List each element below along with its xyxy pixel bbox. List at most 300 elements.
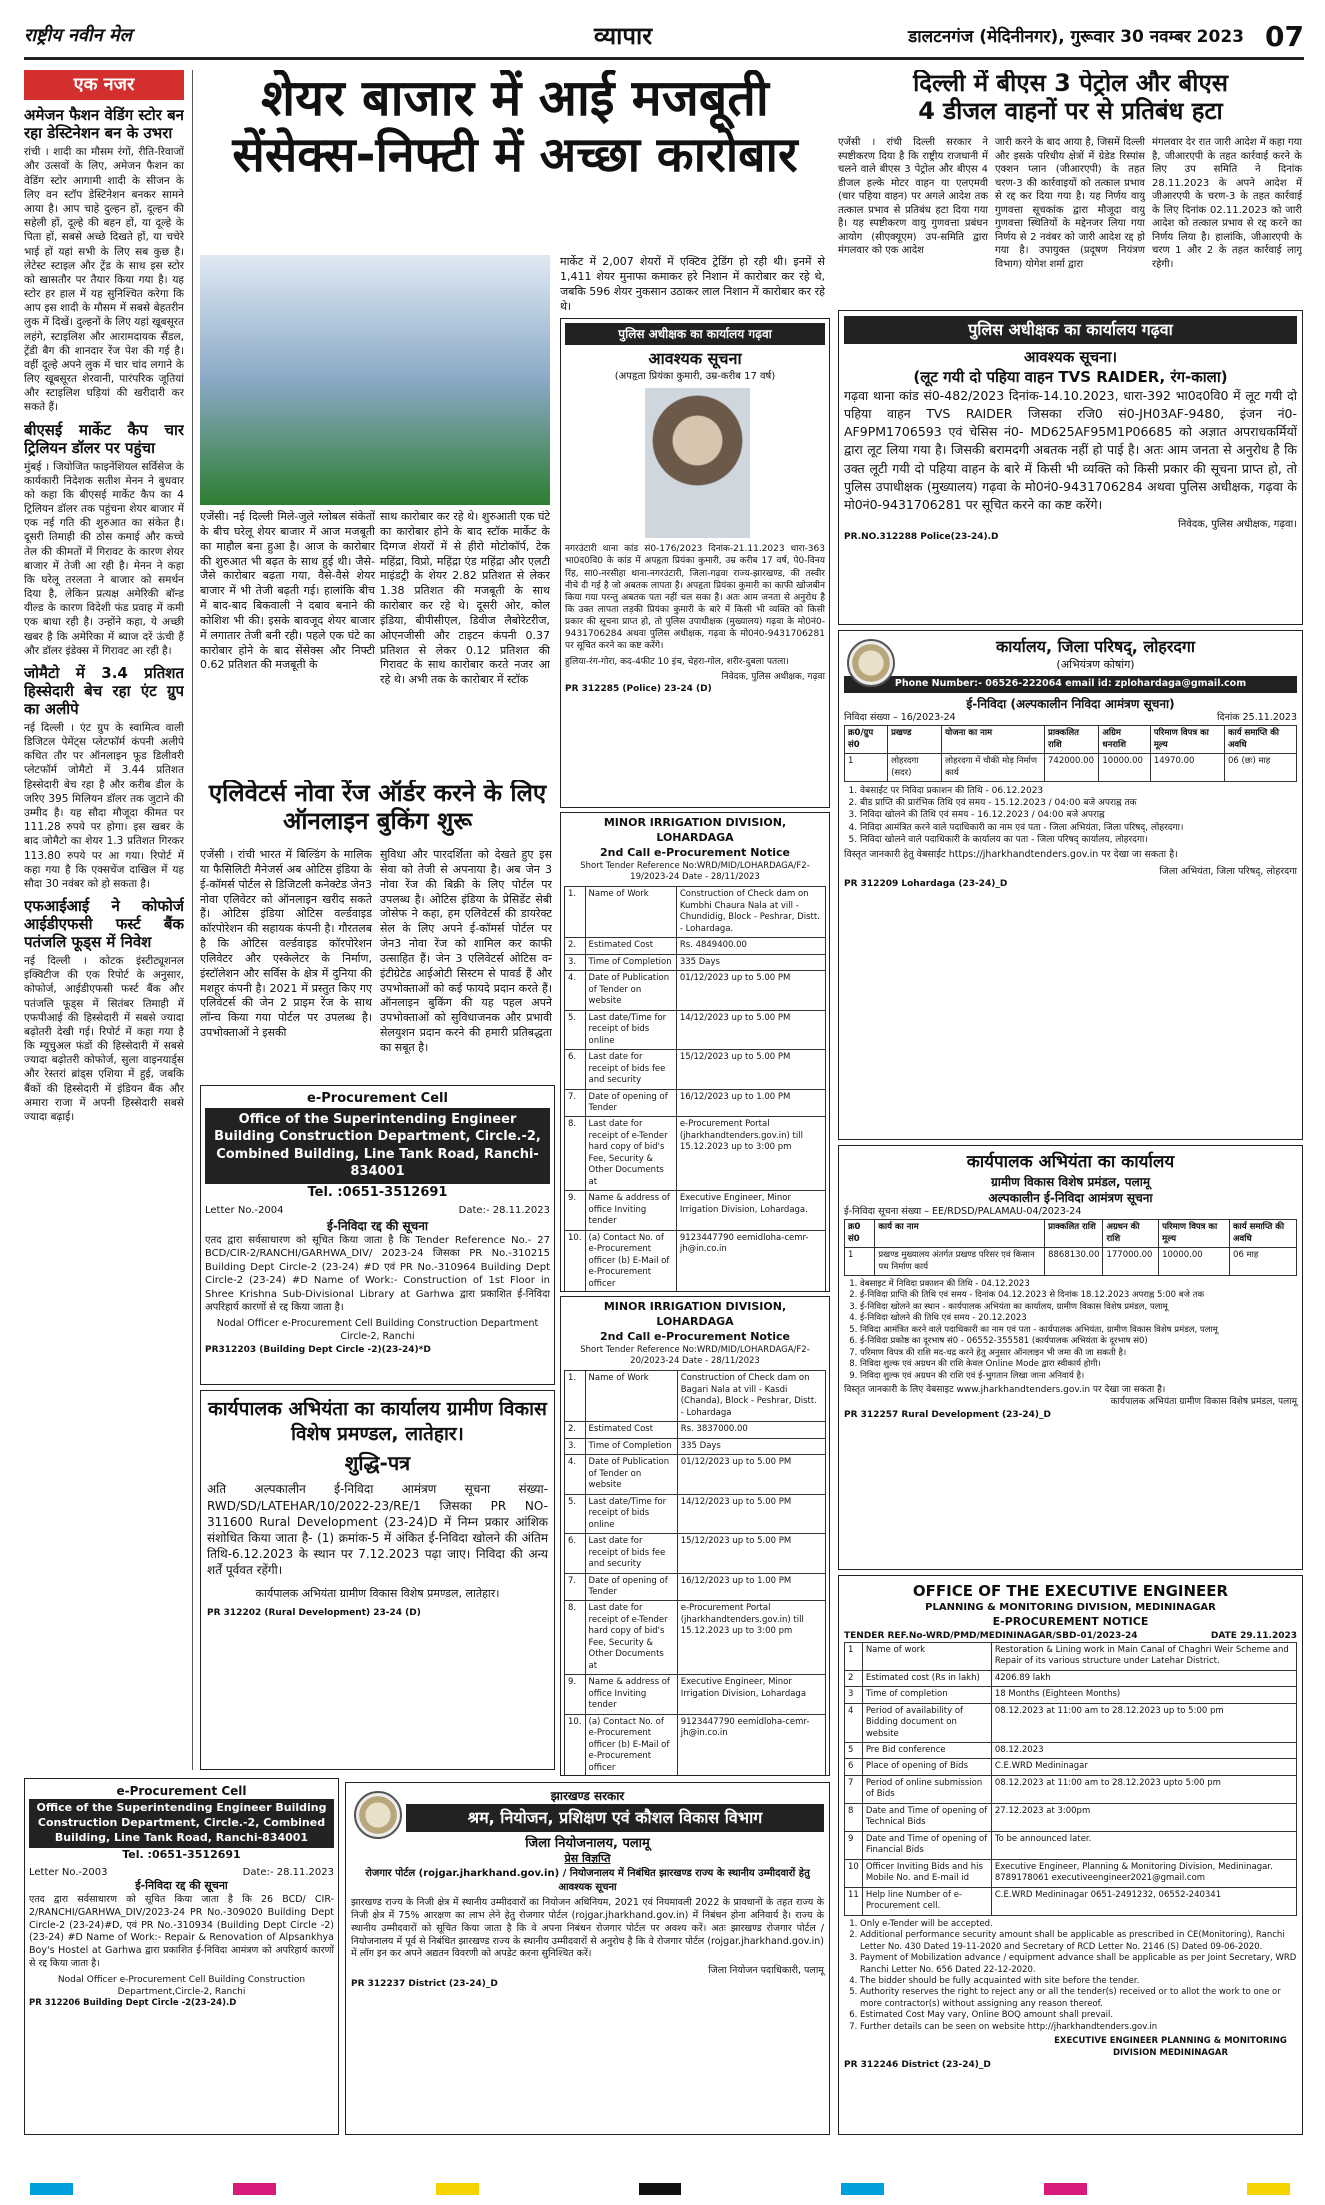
notice-heading: E-PROCUREMENT NOTICE	[992, 1614, 1149, 1628]
table-cell: 3.	[565, 954, 586, 970]
list-item: 4. निविदा आमंत्रित करने वाले पदाधिकारी का नाम एवं पता - जिला अभियंता, जिला परिषद्, लोहरदगा।	[860, 822, 1297, 834]
lead-col-1: एजेंसी। नई दिल्ली मिले-जुले ग्लोबल संकेतों के बीच घरेलू शेयर बाजार में आज मजबूती का माहौल बना हुआ है। आज के कारोबार की शुरुआत भी बढ़त के साथ हुई थी। जैसे-जैसे कारोबार बढ़ता गया, वैसे-वैसे शेयर बाजार में भी तेजी बढ़ती गई। हालांकि बीच में बाद-बाद बिकवाली ने दबाव बनाने की कोशिश भी की। इसके बावजूद शेयर बाजार में लगातार तेजी बनी रही। पहले एक घंटे का कारोबार होने के बाद सेंसेक्स और निफ्टी 0.62 प्रतिशत की मजबूती के	[200, 510, 375, 672]
table-cell: 06 माह	[1230, 1248, 1297, 1276]
table-cell: Restoration & Lining work in Main Canal of Chaghri Weir Scheme and Repair of its various structure under Latehar District.	[991, 1642, 1296, 1670]
notice-sign: कार्यपालक अभियंता ग्रामीण विकास विशेष प्रमंडल, पलामू	[1110, 1397, 1297, 1408]
table-cell: 11	[845, 1887, 863, 1915]
table-cell: Date of Publication of Tender on website	[585, 971, 676, 1010]
notice-ref: ई-निविदा सूचना संख्या – EE/RDSD/PALAMAU-04/2023-24	[844, 1206, 1082, 1218]
table-cell: Construction of Check dam on Bagari Nala at vill - Kasdi (Chanda), Block - Peshrar, Distt. - Lohardaga	[677, 1371, 825, 1422]
list-item: 6. Estimated Cost May vary, Online BOQ amount shall prevail.	[860, 2010, 1297, 2021]
notice-lead: रोजगार पोर्टल (rojgar.jharkhand.gov.in) / नियोजनालय में निबंधित झारखण्ड राज्य के स्थानीय उम्मीदवारों हेतु आवश्यक सूचना	[365, 1868, 810, 1893]
table-cell: 08.12.2023	[991, 1743, 1296, 1759]
letter-date: Date:- 28.11.2023	[458, 1205, 550, 1217]
elevator-col-2: सुविधा और पारदर्शिता को देखते हुए इस सेवा को तेजी से अपनाया है। अब जेन 3 नोवा रेंज की बिक्री के लिए पोर्टल पर उपलब्ध है। ओटिस इंडिया के प्रेसिडेंट सेबी जोसेफ ने कहा, हम एलिवेटर्स की डायरेक्ट सेल के लिए अपने ई-कॉमर्स पोर्टल पर जेन3 नोवा रेंज को शामिल कर काफी उत्साहित हैं। जेन 3 एलिवेटर्स ओटिस वन्‍ इंटीग्रेटेड आईओटी सिस्टम से पावर्ड हैं और उपभोक्ताओं को कई फायदे प्रदान करते हैं। ऑनलाइन बुकिंग की यह पहल अपने उपभोक्ताओं को सुविधाजनक और प्रभावी सेलयुशन प्रदान करने की हमारी प्रतिबद्धता का सबूत है।	[380, 848, 552, 1054]
table-cell: Time of Completion	[585, 954, 676, 970]
table-cell: 14/12/2023 up to 5.00 PM	[677, 1494, 825, 1533]
column-header: कार्य समाप्ति की अवधि	[1224, 726, 1296, 754]
table-cell: Rs. 4849400.00	[676, 938, 825, 954]
table-cell: Date of opening of Tender	[585, 1573, 677, 1601]
table-cell: 6.	[565, 1534, 586, 1573]
sidebar-story-body: नई दिल्ली । एंट ग्रुप के स्वामित्व वाली डिजिटल पेमेंट्स प्लेटफॉर्म कंपनी अलीपे कथित तौर पर ऑनलाइन फूड डिलीवरी प्लेटफॉर्म जोमैटो में 3.44 प्रतिशत हिस्सेदारी बेच रहा है और करीब डील के जरिए 395 मिलियन डॉलर तक जुटाने की उम्मीद है। यह सौदा मौजूदा कीमत पर 111.28 रुपये पर होगा। इस खबर के बाद जोमैटो का शेयर 1.3 प्रतिशत गिरकर 113.80 रुपये पर आ गया। रिपोर्ट में कहा गया है कि एक्सचेंज दाखिल में यह सौदा 30 नवंबर को हो सकता है।	[24, 721, 184, 890]
table-cell: 7.	[565, 1089, 586, 1117]
notice-sign: निवेदक, पुलिस अधीक्षक, गढ़वा।	[1178, 518, 1297, 530]
pr-number: PR 312285 (Police) 23-24 (D)	[565, 683, 712, 694]
table-cell: 742000.00	[1045, 754, 1099, 782]
notice-office: जिला नियोजनालय, पलामू	[525, 1835, 650, 1851]
table-cell: Time of completion	[862, 1687, 991, 1703]
table-row	[565, 887, 826, 938]
eproc-cell-notice-1	[200, 1085, 555, 1385]
notice-heading: प्रेस विज्ञप्ति	[564, 1852, 611, 1866]
list-item: 3. निविदा खोलने की तिथि एवं समय - 16.12.2023 / 04:00 बजे अपराह्न	[860, 809, 1297, 821]
table-cell: Name & address of office Inviting tender	[585, 1675, 677, 1714]
notice-ref: निविदा संख्या – 16/2023-24	[844, 712, 956, 724]
notice-state: झारखण्ड सरकार	[550, 1789, 625, 1803]
table-cell: 9123447790 eemidloha-cemr-jh@in.co.in	[676, 1230, 825, 1292]
palamau-rwd-notice	[838, 1145, 1303, 1570]
notice-title: MINOR IRRIGATION DIVISION, LOHARDAGA	[603, 816, 787, 844]
color-swatch	[30, 2183, 73, 2195]
lead-subheadline: सेंसेक्स-निफ्टी में अच्छा कारोबार	[232, 126, 798, 183]
tender-table	[844, 725, 1297, 782]
table-row	[565, 1455, 826, 1494]
notice-subtitle: PLANNING & MONITORING DIVISION, MEDININAGAR	[925, 1602, 1216, 1614]
table-cell: 10000.00	[1099, 754, 1150, 782]
notice-subtitle: (लूट गयी दो पहिया वाहन TVS RAIDER, रंग-काला)	[913, 367, 1228, 386]
table-cell: 9	[845, 1831, 863, 1859]
table-row	[845, 726, 1297, 754]
table-row	[565, 971, 826, 1010]
lohardaga-zp-notice	[838, 630, 1303, 1140]
table-cell: 14/12/2023 up to 5.00 PM	[676, 1010, 825, 1049]
sidebar-ek-nazar	[24, 70, 184, 1770]
list-item: 2. Additional performance security amount shall be applicable as prescribed in CE(Monitoring), Ranchi Letter No. 430 Dated 19-11-2020 and Secretary of RCD Letter No. 2146 (S) Dated 09-06-2020.	[860, 1930, 1297, 1953]
lead-col-2: साथ कारोबार कर रहे थे। शुरुआती एक घंटे का कारोबार होने के बाद स्टॉक मार्केट के दिग्गज शेयरों में से हीरो मोटोकॉर्प, टेक महिंद्रा, विप्रो, महिंद्रा एंड महिंद्रा और एलटी माइंडट्री के शेयर 2.82 प्रतिशत से लेकर 1.38 प्रतिशत की मजबूती के साथ कारोबार कर रहे थे। दूसरी ओर, कोल इंडिया, बीपीसीएल, डिवीज लैबोरेटरीज, ओएनजीसी और टाइटन कंपनी 0.37 प्रतिशत से लेकर 0.12 प्रतिशत की गिरावट के साथ कारोबार करते नजर आ रहे थे। अभी तक के कारोबार में स्टॉक	[380, 510, 550, 687]
table-row	[565, 1675, 826, 1714]
pr-number: PR 312202 (Rural Development) 23-24 (D)	[207, 1608, 421, 1619]
table-cell: Estimated Cost	[585, 938, 676, 954]
latehar-corrigendum	[200, 1390, 555, 1770]
table-cell: 1.	[565, 887, 586, 938]
table-cell: Name & address of office Inviting tender	[585, 1191, 676, 1230]
notice-title: आवश्यक सूचना	[648, 349, 742, 369]
table-cell: लोहरदगा में चौकी मोड़ निर्माण कार्य	[942, 754, 1045, 782]
table-row	[845, 754, 1297, 782]
notice-website: विस्तृत जानकारी के लिए वेबसाइट www.jharkhandtenders.gov.in पर देखा जा सकता है।	[844, 1385, 1166, 1396]
table-cell: 335 Days	[676, 954, 825, 970]
table-cell: Name of work	[862, 1642, 991, 1670]
table-row	[845, 1803, 1297, 1831]
elevator-story	[200, 780, 555, 1080]
notice-ref: TENDER REF.No-WRD/PMD/MEDININAGAR/SBD-01/2023-24	[844, 1630, 1138, 1641]
elevator-col-1: एजेंसी । रांची भारत में बिल्डिंग के मालिक या फैसिलिटी मैनेजर्स अब ओटिस इंडिया के ई-कॉमर्स पोर्टल से डिजिटली कनेक्टेड जेन3 नोवा एलिवेटर को ऑनलाइन खरीद सकते हैं। ओटिस इंडिया ओटिस वर्ल्डवाइड कॉरपोरेशन की सहायक कंपनी है। गौरतलब है कि ओटिस वर्ल्डवाइड कॉरपोरेशन एलिवेटर और एस्केलेटर के निर्माण, इंस्टॉलेशन और सर्विस के क्षेत्र में दुनिया की मशहूर कंपनी है। 2021 में प्रस्तुत किए गए एलिवेटर्स की जेन 2 प्राइम रेंज के साथ लॉन्च किया गया पोर्टल पर उपलब्ध है। उपभोक्ताओं ने इसकी	[200, 848, 372, 1040]
notice-heading: ई-निविदा (अल्पकालीन निविदा आमंत्रण सूचना)	[966, 697, 1175, 712]
delhi-col-1: एजेंसी । रांची दिल्ली सरकार ने स्पष्टीकरण दिया है कि राष्ट्रीय राजधानी में चलने वाले बीएस 3 पेट्रोल और बीएस 4 डीजल हल्के मोटर वाहन या एलएमवी (चार पहिया वाहन) पर अगले आदेश तक तत्काल प्रभाव से प्रतिबंध हटा दिया गया है। यह स्पष्टीकरण वायु गुणवत्ता प्रबंधन आयोग (सीएक्यूएम) उप-समिति द्वारा मंगलवार को एक आदेश	[838, 137, 988, 256]
list-item: 4. ई-निविदा खोलने की तिथि एवं समय - 20.12.2023	[860, 1313, 1297, 1324]
table-row	[845, 1642, 1297, 1670]
table-cell: 3.	[565, 1438, 586, 1454]
column-header: अग्रिम धनराशि	[1099, 726, 1150, 754]
notice-title: कार्यपालक अभियंता का कार्यालय ग्रामीण विकास विशेष प्रमण्डल, लातेहार।	[208, 1398, 547, 1445]
color-swatch	[436, 2183, 479, 2195]
table-cell: 10.	[565, 1714, 586, 1776]
table-row	[565, 1494, 826, 1533]
table-cell: 1	[845, 754, 888, 782]
notice-sign: Nodal Officer e-Procurement Cell Building Construction Department Circle-2, Ranchi	[216, 1317, 539, 1342]
table-cell: 1.	[565, 1371, 586, 1422]
table-cell: 9.	[565, 1191, 586, 1230]
delhi-col-2: जारी करने के बाद आया है, जिसमें दिल्ली और इसके परिधीय क्षेत्रों में ग्रेडेड रिस्पांस एक्शन प्लान (जीआरएपी) के तहत चरण-3 की कार्रवाइयों को तत्काल प्रभाव से रद्द कर दिया गया है। यह निर्णय वायु गुणवत्ता सूचकांक द्वारा मौजूदा वायु गुणवत्ता स्थितियों के मद्देनजर लिया गया निर्णय से 2 नवंबर को जारी आदेश रद्द हो गया है। उपायुक्त (प्रदूषण नियंत्रण विभाग) योगेश शर्मा द्वारा	[995, 137, 1145, 270]
table-row	[565, 1422, 826, 1438]
sidebar-story-title: एफआईआई ने कोफोर्ज आईडीएफसी फर्स्ट बैंक पतंजलि फूड्स में निवेश	[24, 897, 184, 952]
table-cell: प्रखण्ड मुख्यालय अंतर्गत प्रखण्ड परिसर एवं किसान पथ निर्माण कार्य	[875, 1248, 1045, 1276]
list-item: 5. निविदा खोलने वाले पदाधिकारी के कार्यालय का पता - जिला परिषद् कार्यालय, लोहरदगा।	[860, 834, 1297, 846]
tender-table	[844, 1642, 1297, 1916]
notice-org: Office of the Superintending Engineer Building Construction Department, Circle.-2, Combined Building, Line Tank Road, Ranchi-834001	[29, 1799, 334, 1848]
table-cell: Last date for receipt of bids fee and security	[585, 1534, 677, 1573]
sidebar-story-title: जोमैटो में 3.4 प्रतिशत हिस्सेदारी बेच रहा एंट ग्रुप का अलीपे	[24, 663, 184, 718]
notice-subtitle: 2nd Call e-Procurement Notice	[600, 845, 790, 859]
table-cell: 5.	[565, 1010, 586, 1049]
table-row	[565, 1010, 826, 1049]
registration-color-bar	[30, 2183, 1290, 2195]
pr-number: PR312203 (Building Dept Circle -2)(23-24)*D	[205, 1344, 431, 1355]
notice-heading: शुद्धि-पत्र	[344, 1451, 411, 1476]
list-item: 9. निविदा शुल्क एवं अग्रधन की राशि एवं ई-भुगतान लिखा जाना अनिवार्य है।	[860, 1371, 1297, 1382]
table-cell: Estimated Cost	[585, 1422, 677, 1438]
table-cell: 18 Months (Eighteen Months)	[991, 1687, 1296, 1703]
table-row	[565, 938, 826, 954]
column-header: प्रखण्ड	[888, 726, 942, 754]
labour-dept-press-release	[345, 1782, 830, 2135]
table-cell: Construction of Check dam on Kumbhi Chaura Nala at vill - Chundidig, Block - Peshrar, Distt. - Lohardaga.	[676, 887, 825, 938]
table-cell: 01/12/2023 up to 5.00 PM	[676, 971, 825, 1010]
notice-sign: जिला अभियंता, जिला परिषद्, लोहरदगा	[1159, 865, 1297, 877]
table-cell: Officer Inviting Bids and his Mobile No. and E-mail id	[862, 1859, 991, 1887]
sidebar-story-title: बीएसई मार्केट कैप चार ट्रिलियन डॉलर पर पहुंचा	[24, 420, 184, 457]
notice-title: OFFICE OF THE EXECUTIVE ENGINEER	[912, 1582, 1229, 1600]
table-cell: Date and Time of opening of Financial Bids	[862, 1831, 991, 1859]
police-notice-vehicle	[838, 310, 1303, 625]
column-header: क्र0 सं0	[845, 1220, 875, 1248]
table-cell: C.E.WRD Medininagar 0651-2491232, 06552-240341	[991, 1887, 1296, 1915]
notice-ref: Short Tender Reference No:WRD/MID/LOHARDAGA/F2-20/2023-24 Date - 28/11/2023	[580, 1344, 810, 1366]
table-cell: 10	[845, 1859, 863, 1887]
notice-sign: EXECUTIVE ENGINEER PLANNING & MONITORING DIVISION MEDININAGAR	[1054, 2036, 1287, 2058]
table-cell: 2.	[565, 1422, 586, 1438]
table-cell: 08.12.2023 at 11:00 am to 28.12.2023 upto 5:00 pm	[991, 1775, 1296, 1803]
table-row	[845, 1670, 1297, 1686]
table-cell: Time of Completion	[585, 1438, 677, 1454]
column-header: परिमाण विपत्र का मूल्य	[1159, 1220, 1230, 1248]
column-header: प्राक्कलित राशि	[1045, 726, 1099, 754]
missing-person-photo	[645, 388, 750, 538]
color-swatch	[841, 2183, 884, 2195]
table-cell: Name of Work	[585, 887, 676, 938]
pr-number: PR 312257 Rural Development (23-24)_D	[844, 1409, 1051, 1420]
list-item: 1. वेबसाईट पर निविदा प्रकाशन की तिथि - 06.12.2023	[860, 785, 1297, 797]
pr-number: PR.NO.312288 Police(23-24).D	[844, 532, 999, 543]
table-row	[845, 1831, 1297, 1859]
table-row	[565, 1191, 826, 1230]
list-item: 6. ई-निविदा प्रकोष्ठ का दूरभाष सं0 - 06552-355581 (कार्यपालक अभियंता के दूरभाष सं0)	[860, 1336, 1297, 1347]
table-cell: 15/12/2023 up to 5.00 PM	[676, 1050, 825, 1089]
notice-subtitle: (अभियंत्रण कोषांग)	[1056, 657, 1135, 671]
table-cell: Last date/Time for receipt of bids online	[585, 1010, 676, 1049]
pr-number: PR 312209 Lohardaga (23-24)_D	[844, 879, 1008, 890]
lead-top-text: मार्केट में 2,007 शेयरों में एक्टिव ट्रेडिंग हो रही थी। इनमें से 1,411 शेयर मुनाफा कमाकर हरे निशान में कारोबार कर रहे थे, जबकि 596 शेयर नुकसान उठाकर लाल निशान में कारोबार कर रहे थे।	[560, 255, 825, 313]
notice-body: झारखण्ड राज्य के निजी क्षेत्र में स्थानीय उम्मीदवारों का नियोजन अधिनियम, 2021 एवं नियमावली 2022 के प्रावधानों के तहत राज्य के निजी क्षेत्र में 75% आरक्षण का लाभ लेने हेतु रोजगार पोर्टल (rojgar.jharkhand.gov.in) में निबंधन होना अनिवार्य है। राज्य के स्थानीय उम्मीदवारों को सूचित किया जाता है कि वे अपना निबंधन रोजगार पोर्टल पर अवश्य करें। अतः झारखण्ड रोजगार पोर्टल / नियोजनालय में पूर्व से निबंधित झारखण्ड राज्य के स्थानीय उम्मीदवारों से अनुरोध है कि वे रोजगार पोर्टल (rojgar.jharkhand.gov.in) में लॉग इन कर अपने अद्यतन विवरणी को अपडेट करना सुनिश्चित करें।	[351, 1897, 824, 1960]
lead-headline: शेयर बाजार में आई मजबूती	[261, 70, 769, 127]
table-cell: 8.	[565, 1117, 586, 1191]
table-cell: Date and Time of opening of Technical Bids	[862, 1803, 991, 1831]
notice-sign: Nodal Officer e-Procurement Cell Building Construction Department,Circle-2, Ranchi	[57, 1974, 306, 1997]
pr-number: PR 312246 District (23-24)_D	[844, 2060, 991, 2071]
delhi-col-3: मंगलवार देर रात जारी आदेश में कहा गया है, जीआरएपी के तहत कार्रवाई करने के लिए उप समिति ने दिनांक 28.11.2023 के अपने आदेश में जीआरएपी के चरण-3 के तहत कार्रवाई के लिए दिनांक 02.11.2023 को जारी आदेश को तत्काल प्रभाव से रद्द करने का निर्णय लिया है। हालांकि, जीआरएपी के चरण 1 और 2 के तहत कार्रवाई लागू रहेगी।	[1152, 137, 1302, 270]
notice-title: कार्यपालक अभियंता का कार्यालय	[966, 1152, 1175, 1172]
table-cell: Last date/Time for receipt of bids online	[585, 1494, 677, 1533]
notice-tel: Tel. :0651-3512691	[307, 1184, 448, 1200]
notice-items	[844, 1279, 1297, 1382]
notice-body: नगरउंटारी थाना कांड सं0-176/2023 दिनांक-21.11.2023 धारा-363 भा0द0वि0 के कांड में अपहृता प्रियंका कुमारी, उम्र करीब 17 वर्ष, पे0-विनय रिंह, सा0-नरसीहा थाना-नगरउंटारी, जिला-गढ़वा राज्य-झारखण्ड, की तस्वीर नीचे दी गई है जो अबतक लापता है। अपहृता प्रियंका कुमारी का काफी खोजबीन किया गया परन्तु अबतक पता नहीं चल सका है। अतः आम जनता से अनुरोध है कि उक्त लापता लड़की प्रियंका कुमारी के बारे में किसी भी व्यक्ति को किसी प्रकार की सूचना प्राप्त हो, तो पुलिस उपाधीक्षक (मुख्यालय) गढ़वा के मो0नं0-9431706284 अथवा पुलिस अधीक्षक, गढ़वा के मो0नं0-9431706281 पर सूचित करने का कष्ट करेंगे।	[565, 544, 825, 652]
table-cell: Date of opening of Tender	[585, 1089, 676, 1117]
table-cell: Last date for receipt of e-Tender hard copy of bid's Fee, Security & Other Documents at	[585, 1601, 677, 1675]
list-item: 5. निविदा आमंत्रित करने वाले पदाधिकारी का नाम एवं पता - कार्यपालक अभियंता, ग्रामीण विकास विशेष प्रमंडल, पलामू	[860, 1325, 1297, 1336]
table-cell: 4	[845, 1703, 863, 1742]
police-notice-missing	[560, 318, 830, 808]
table-cell: 06 (छः) माह	[1224, 754, 1296, 782]
notice-body: गढ़वा थाना कांड सं0-482/2023 दिनांक-14.10.2023, धारा-392 भा0द0वि0 में लूट गयी दो पहिया वाहन TVS RAIDER जिसका रजि0 सं0-JH03AF-9480, इंजन नं0-AF9PM1706593 एवं चेसिस नं0- MD625AF95M1P06685 को अज्ञात अपराधकर्मियों द्वारा लूट लिया गया है। जिसकी बरामदगी अबतक नहीं हो पाई है। अतः आम जनता से अनुरोध है कि उक्त लूटी गयी दो पहिया वाहन के बारे में किसी भी व्यक्ति को किसी प्रकार की सूचना प्राप्त हो, तो पुलिस उपाधीक्षक (मुख्यालय) गढ़वा के मो0नं0-9431706284 अथवा पुलिस अधीक्षक, गढ़वा के मो0नं0-9431706281 पर सूचित करने का कष्ट करेंगे।	[844, 388, 1297, 512]
column-header: क्र0/ग्रुप सं0	[845, 726, 888, 754]
table-row	[565, 1371, 826, 1422]
color-swatch	[233, 2183, 276, 2195]
letter-date: Date:- 28.11.2023	[242, 1866, 334, 1878]
color-swatch	[639, 2183, 682, 2195]
sidebar-story-body: रांची । शादी का मौसम रंगों, रीति-रिवाजों और उत्सवों के लिए, अमेजन फैशन का वेडिंग स्टोर आगामी शादी के सीजन के लिए वन स्टॉप डेस्टिनेशन बनकर सामने आया है। आप चाहे दुल्हन हों, दूल्हन की सहेली हों, दूल्हे की बहन हों, या दूल्हे के पिता हों, सबसे अच्छे दिखते हों, या चचेरे भाई हों यहां सभी के लिए सब कुछ है। लेटेस्ट स्टाइल और ट्रेंड के साथ इस स्टोर को खासतौर पर तैयार किया गया है। यह स्टोर हर हाल में यह सुनिश्चित करेगा कि आप इस शादी के मौसम में सबसे बेहतरीन लुक में दिखें। दुल्हनों के लिए यहां खूबसूरत लहंगे, स्टाइलिश और आरामदायक सैंडल, ट्रेंडी बैग की शानदार रेंज पेश की गई है। वहीं दूल्हे अपने लुक में चार चांद लगाने के लिए खूबसूरत शेरवानी, पारंपरिक जूतियां और स्टाइलिश घड़ियां की खरीदारी कर सकते हैं।	[24, 146, 184, 414]
table-cell: 177000.00	[1103, 1248, 1159, 1276]
notice-title: e-Procurement Cell	[307, 1091, 448, 1106]
letter-number: Letter No.-2003	[29, 1866, 108, 1878]
masthead	[24, 18, 1304, 60]
table-cell: लोहरदगा (सदर)	[888, 754, 942, 782]
table-cell: 4206.89 lakh	[991, 1670, 1296, 1686]
table-cell: 335 Days	[677, 1438, 825, 1454]
table-cell: Estimated cost (Rs in lakh)	[862, 1670, 991, 1686]
table-cell: 5.	[565, 1494, 586, 1533]
table-row	[565, 1601, 826, 1675]
notice-body: एतद द्वारा सर्वसाधारण को सूचित किया जाता है कि 26 BCD/ CIR-2/RANCHI/GARHWA_DIV/2023-24 PR No.-309020 Building Dept Circle-2 (23-24)#D, एवं PR No.-310934 (Building Dept Circle -2) (23-24) #D Name of Work:- Repair & Renovation of Alpsankhya Boy's Hostel at Garhwa द्वारा प्रकाशित ई-निविदा आमंत्रण को अपरिहार्य कारणों से रद्द किया जाता है।	[29, 1893, 334, 1969]
table-row	[565, 1230, 826, 1292]
color-swatch	[1044, 2183, 1087, 2195]
minor-irrigation-notice-1	[560, 812, 830, 1292]
list-item: 7. परिमाण विपत्र की राशि मद-चद्र करने हेतु अनुसार ऑनलाइन भी जमा की जा सकती है।	[860, 1348, 1297, 1359]
notice-items	[844, 785, 1297, 846]
police-header: पुलिस अधीक्षक का कार्यालय गढ़वा	[844, 316, 1297, 344]
table-cell: To be announced later.	[991, 1831, 1296, 1859]
table-row	[565, 1573, 826, 1601]
table-cell: 9123447790 eemidloha-cemr-jh@in.co.in	[677, 1714, 825, 1776]
table-cell: Last date for receipt of e-Tender hard copy of bid's Fee, Security & Other Documents at	[585, 1117, 676, 1191]
table-cell: 16/12/2023 up to 1.00 PM	[676, 1089, 825, 1117]
sidebar-story-title: अमेजन फैशन वेडिंग स्टोर बन रहा डेस्टिनेशन बन के उभरा	[24, 106, 184, 143]
notice-title: कार्यालय, जिला परिषद्, लोहरदगा	[995, 637, 1196, 656]
notice-website: विस्तृत जानकारी हेतु वेबसाईट https://jharkhandtenders.gov.in पर देखा जा सकता है।	[844, 848, 1178, 860]
notice-sign: कार्यपालक अभियंता ग्रामीण विकास विशेष प्रमण्डल, लातेहार।	[255, 1586, 500, 1600]
minor-irrigation-notice-2	[560, 1296, 830, 1776]
tender-table	[564, 886, 826, 1292]
list-item: 3. ई-निविदा खोलने का स्थान - कार्यपालक अभियंता का कार्यालय, ग्रामीण विकास विशेष प्रमंडल, पलामू	[860, 1302, 1297, 1313]
list-item: 2. ई-निविदा प्राप्ति की तिथि एवं समय - दिनांक 04.12.2023 से दिनांक 18.12.2023 अपराह्न 5:00 बजे तक	[860, 1290, 1297, 1301]
table-row	[565, 1438, 826, 1454]
table-row	[565, 1050, 826, 1089]
notice-title: e-Procurement Cell	[116, 1784, 247, 1798]
pr-number: PR 312237 District (23-24)_D	[351, 1979, 498, 1990]
list-item: 5. Authority reserves the right to reject any or all the tender(s) received or to allot the work to one or more contractor(s) without assigning any reason thereof.	[860, 1987, 1297, 2010]
page-number: 07	[1265, 20, 1304, 53]
delhi-story	[838, 70, 1303, 305]
column-header: योजना का नाम	[942, 726, 1045, 754]
table-cell: Rs. 3837000.00	[677, 1422, 825, 1438]
table-cell: (a) Contact No. of e-Procurement officer (b) E-Mail of e-Procurement officer	[585, 1714, 677, 1776]
police-header: पुलिस अधीक्षक का कार्यालय गढ़वा	[565, 323, 825, 345]
table-row	[565, 1534, 826, 1573]
table-cell: (a) Contact No. of e-Procurement officer (b) E-Mail of e-Procurement officer	[585, 1230, 676, 1292]
table-cell: Last date for receipt of bids fee and security	[585, 1050, 676, 1089]
table-cell: 8868130.00	[1045, 1248, 1103, 1276]
table-cell: 15/12/2023 up to 5.00 PM	[677, 1534, 825, 1573]
jharkhand-emblem-icon	[354, 1791, 402, 1839]
table-cell: 7	[845, 1775, 863, 1803]
table-row	[565, 954, 826, 970]
table-row	[845, 1703, 1297, 1742]
sidebar-tag: एक नजर	[24, 70, 184, 100]
delhi-headline: दिल्ली में बीएस 3 पेट्रोल और बीएस	[913, 70, 1228, 97]
table-row	[845, 1248, 1297, 1276]
table-row	[845, 1759, 1297, 1775]
list-item: 1. Only e-Tender will be accepted.	[860, 1919, 1297, 1930]
notice-body: अति अल्पकालीन ई-निविदा आमंत्रण सूचना संख्या- RWD/SD/LATEHAR/10/2022-23/RE/1 जिसका PR NO- 311600 Rural Development (23-24)D में निम्न प्रकार आंशिक संशोधित किया जाता है- (1) क्रमांक-5 में अंकित ई-निविदा खोलने की अंतिम तिथि-6.12.2023 के स्थान पर 7.12.2023 पढ़ा जाए। निविदा की अन्य शर्तें पूर्ववत रहेंगी।	[207, 1482, 548, 1578]
column-header: प्राक्कलित राशि	[1045, 1220, 1103, 1248]
table-cell: 1	[845, 1642, 863, 1670]
column-header: परिमाण विपत्र का मूल्य	[1150, 726, 1224, 754]
table-cell: 08.12.2023 at 11:00 am to 28.12.2023 up to 5:00 pm	[991, 1703, 1296, 1742]
notice-heading: ई-निविदा रद्द की सूचना	[135, 1879, 228, 1893]
list-item: 2. बीड प्राप्ति की प्रारंभिक तिथि एवं समय - 15.12.2023 / 04:00 बजे अपराह्न तक	[860, 797, 1297, 809]
table-cell: 27.12.2023 at 3:00pm	[991, 1803, 1296, 1831]
notice-heading: अल्पकालीन ई-निविदा आमंत्रण सूचना	[988, 1191, 1153, 1206]
list-item: 1. वेबसाइट में निविदा प्रकाशन की तिथि - 04.12.2023	[860, 1279, 1297, 1290]
notice-org: Office of the Superintending Engineer Building Construction Department, Circle.-2, Combined Building, Line Tank Road, Ranchi-834001	[205, 1108, 550, 1184]
eproc-cell-notice-2	[24, 1778, 339, 2135]
notice-heading: ई-निविदा रद्द की सूचना	[327, 1218, 428, 1233]
table-cell: 6	[845, 1759, 863, 1775]
table-cell: Date of Publication of Tender on website	[585, 1455, 677, 1494]
notice-title: आवश्यक सूचना।	[1023, 347, 1118, 366]
notice-subtitle: ग्रामीण विकास विशेष प्रमंडल, पलामू	[991, 1174, 1150, 1189]
brand-name: राष्ट्रीय नवीन मेल	[24, 25, 132, 46]
delhi-subheadline: 4 डीजल वाहनों पर से प्रतिबंध हटा	[918, 96, 1223, 125]
table-cell: e-Procurement Portal (jharkhandtenders.gov.in) till 15.12.2023 up to 3:00 pm	[677, 1601, 825, 1675]
table-cell: 16/12/2023 up to 1.00 PM	[677, 1573, 825, 1601]
table-cell: Executive Engineer, Planning & Monitoring Division, Medininagar. 8789178061 executiveengineer2021@gmail.com	[991, 1859, 1296, 1887]
notice-details: हुलिया-रंग-गोरा, कद-4फीट 10 इंच, चेहरा-गोल, शरीर-दुबला पतला।	[565, 656, 789, 667]
table-cell: 14970.00	[1150, 754, 1224, 782]
stock-market-photo	[200, 255, 550, 505]
table-cell: 6.	[565, 1050, 586, 1089]
column-header: कार्य का नाम	[875, 1220, 1045, 1248]
table-cell: Executive Engineer, Minor Irrigation Division, Lohardaga.	[676, 1191, 825, 1230]
table-cell: Place of opening of Bids	[862, 1759, 991, 1775]
table-row	[845, 1687, 1297, 1703]
list-item: 7. Further details can be seen on website http://jharkhandtenders.gov.in	[860, 2022, 1297, 2033]
tender-table	[564, 1370, 826, 1776]
table-cell: 9.	[565, 1675, 586, 1714]
lead-story	[200, 70, 830, 250]
notice-date: दिनांक 25.11.2023	[1217, 712, 1297, 724]
notice-contact: Phone Number:- 06526-222064 email id: zplohardaga@gmail.com	[844, 676, 1297, 693]
table-cell: 2	[845, 1670, 863, 1686]
table-row	[845, 1220, 1297, 1248]
notice-date: DATE 29.11.2023	[1210, 1630, 1297, 1641]
notice-title: MINOR IRRIGATION DIVISION, LOHARDAGA	[603, 1300, 787, 1328]
notice-title: श्रम, नियोजन, प्रशिक्षण एवं कौशल विकास विभाग	[406, 1804, 824, 1832]
table-cell: 2.	[565, 938, 586, 954]
table-cell: C.E.WRD Medininagar	[991, 1759, 1296, 1775]
table-cell: Period of online submission of Bids	[862, 1775, 991, 1803]
notice-ref: Short Tender Reference No:WRD/MID/LOHARDAGA/F2-19/2023-24 Date - 28/11/2023	[580, 860, 810, 882]
notice-subtitle: (अपहृता प्रियंका कुमारी, उम्र-करीब 17 वर्ष)	[614, 370, 776, 382]
section-title: व्यापार	[594, 22, 653, 50]
table-cell: 10000.00	[1159, 1248, 1230, 1276]
dateline: डालटनगंज (मेदिनीनगर), गुरूवार 30 नवम्बर 2023	[908, 27, 1244, 47]
table-cell: Pre Bid conference	[862, 1743, 991, 1759]
sidebar-story-body: मुंबई । जियोजित फाइनेंशियल सर्विसेज के कार्यकारी निदेशक सतीश मेनन ने बुधवार को कहा कि बीएसई मार्केट कैप का 4 ट्रिलियन डॉलर तक पहुंचना शेयर बाजार में एक नई गति की शुरुआत का संकेत है। दूसरी तिमाही की ठोस कमाई और कच्चे तेल की कीमतों में गिरावट के कारण शेयर बाजार में तेजी आ रही है। मेनन ने कहा कि घरेलू तरलता ने बाजार को समर्थन दिया है, लेकिन प्रत्यक्ष अमेरिकी बॉन्ड यील्ड के कारण विदेशी फंड प्रवाह में कमी एक बाधा रही है। उन्होंने कहा, ये अच्छी खबर है कि अमेरिका में ब्याज दरें ऊंची हैं और डॉलर इंडेक्स में गिरावट आ रही है।	[24, 460, 184, 657]
notice-tel: Tel. :0651-3512691	[122, 1847, 241, 1861]
table-cell: 01/12/2023 up to 5.00 PM	[677, 1455, 825, 1494]
table-row	[565, 1089, 826, 1117]
table-cell: 7.	[565, 1573, 586, 1601]
table-cell: 4.	[565, 1455, 586, 1494]
table-cell: 10.	[565, 1230, 586, 1292]
notice-body: एतद द्वारा सर्वसाधारण को सूचित किया जाता है कि Tender Reference No.- 27 BCD/CIR-2/RANCHI/GARHWA_DIV/ 2023-24 जिसका PR No.-310215 Building Dept Circle-2 (23-24) #D एवं PR No.-310964 Building Dept Circle-2 (23-24) #D Name of Work:- Construction of 1st Floor in Shree Krishna Sub-Divisional Library at Garhwa द्वारा प्रकाशित ई-निविदा अपरिहार्य कारणों से रद्द किया जाता है।	[205, 1234, 550, 1314]
color-swatch	[1247, 2183, 1290, 2195]
table-cell: 8	[845, 1803, 863, 1831]
tender-table	[844, 1219, 1297, 1276]
table-cell: 1	[845, 1248, 875, 1276]
notice-sign: जिला नियोजन पदाधिकारी, पलामू	[708, 1965, 824, 1977]
table-row	[845, 1859, 1297, 1887]
notice-sign: निवेदक, पुलिस अधीक्षक, गढ़वा	[721, 671, 825, 682]
list-item: 3. Payment of Mobilization advance / equipment advance shall be applicable as per Joint Secretary, WRD Ranchi Letter No. 656 Dated 22-12-2020.	[860, 1953, 1297, 1976]
table-row	[845, 1775, 1297, 1803]
column-header: कार्य समाप्ति की अवधि	[1230, 1220, 1297, 1248]
medininagar-eproc-notice	[838, 1575, 1303, 2135]
table-cell: Help line Number of e-Procurement cell.	[862, 1887, 991, 1915]
sidebar-story-body: नई दिल्ली । कोटक इंस्टीट्यूशनल इक्विटीज की एक रिपोर्ट के अनुसार, कोफोर्ज, आईडीएफसी फर्स्ट बैंक और पतंजलि फूड्स में सितंबर तिमाही में एफपीआई की हिस्सेदारी में सबसे ज्यादा बढ़ोतरी देखी गई। रिपोर्ट में कहा गया है कि म्यूचुअल फंडों की हिस्सेदारी में सबसे ज्यादा बढ़ोतरी कोफोर्ज, सुला वाइनयार्ड्स और रेस्तरां ब्रांड्स एशिया में हुई, जबकि बैंकों की हिस्सेदारी में इंडियन बैंक और अमारा राजा में अपनी हिस्सेदारी सबसे ज्यादा बढ़ाई।	[24, 955, 184, 1123]
jharkhand-emblem-icon	[847, 639, 895, 687]
column-header: अग्रधन की राशि	[1103, 1220, 1159, 1248]
table-cell: e-Procurement Portal (jharkhandtenders.gov.in) till 15.12.2023 up to 3:00 pm	[676, 1117, 825, 1191]
table-cell: Period of availability of Bidding document on website	[862, 1703, 991, 1742]
elevator-headline: एलिवेटर्स नोवा रेंज ऑर्डर करने के लिए ऑनलाइन बुकिंग शुरू	[208, 780, 547, 835]
table-row	[845, 1743, 1297, 1759]
table-cell: Name of Work	[585, 1371, 677, 1422]
list-item: 8. निविदा शुल्क एवं अग्रधन की राशि केवल Online Mode द्वारा स्वीकार्य होगी।	[860, 1359, 1297, 1370]
notice-notes	[844, 1919, 1297, 2034]
list-item: 4. The bidder should be fully acquainted with site before the tender.	[860, 1976, 1297, 1987]
table-row	[565, 1117, 826, 1191]
